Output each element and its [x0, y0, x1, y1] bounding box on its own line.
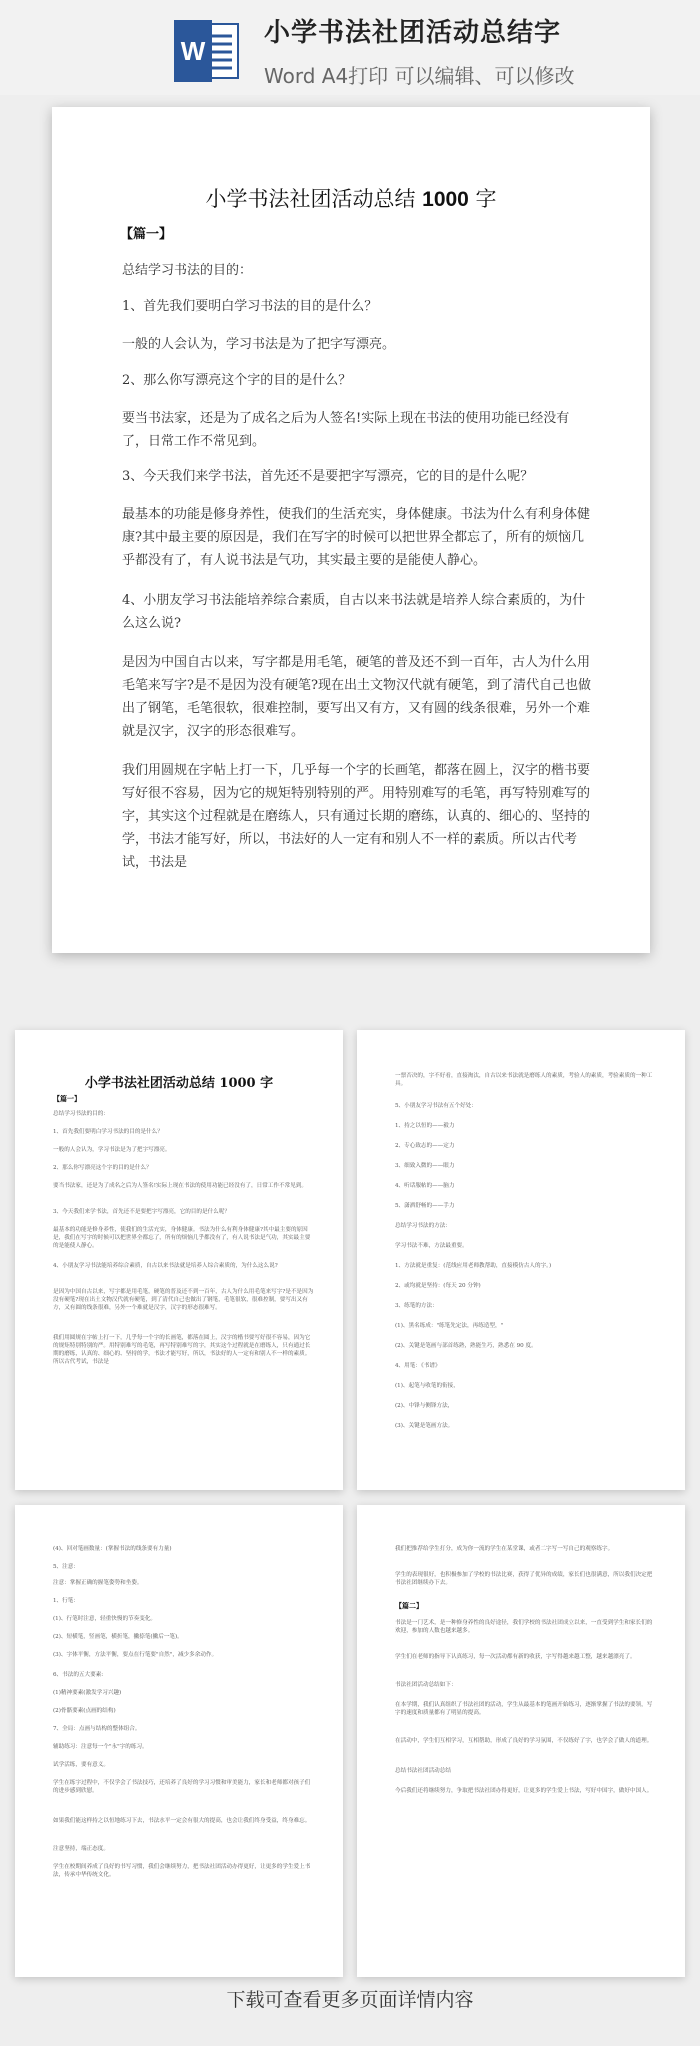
thumbnail-line: 注意坚持，端正态度。	[53, 1846, 109, 1852]
thumbnail-page-4[interactable]	[357, 1505, 685, 1977]
thumbnail-line: 3、细致入微的——眼力	[395, 1163, 455, 1169]
thumbnail-line: 学生在校期间养成了良好的书写习惯，我们会继续努力，把书法社团活动办得更好，让更多的学生爱上书法，传承中华传统文化。	[53, 1864, 311, 1878]
document-title-prefix: 小学书法社团活动总结	[205, 187, 416, 211]
thumbnail-line: 最基本的功能是修身养性，使我们的生活充实，身体健康。书法为什么有利身体健康?其中最主要的原因是，我们在写字的时候可以把世界全都忘了，所有的烦恼几乎都没有了，有人说书法是气功，其实最主要的是能使人静心。	[53, 1227, 311, 1249]
thumbnail-line: 一票否决的，字不好看，直接淘汰，自古以来书法就是磨练人的素质，考验人的素质，考验素质的一种工具。	[395, 1073, 653, 1087]
thumbnail-page-3[interactable]	[15, 1505, 343, 1977]
paragraph: 2、那么你写漂亮这个字的目的是什么？	[122, 373, 352, 388]
paragraph: 最基本的功能是修身养性，使我们的生活充实，身体健康。书法为什么有利身体健康?其中最主要的原因是，我们在写字的时候可以把世界全都忘了，所有的烦恼几乎都没有了，有人说书法是气功，其实最主要的是能使人静心。	[122, 507, 591, 568]
thumbnail-line: 1、首先我们要明白学习书法的目的是什么？	[53, 1129, 163, 1135]
thumbnail-line: 1、方法就是重复：(范线应用老师教帮助，直接模仿古人的字。)	[395, 1263, 552, 1269]
document-title	[52, 183, 650, 213]
thumbnail-line: 书法社团活动总结如下：	[395, 1682, 457, 1688]
thumbnail-line: 6、书法的五大要素:	[53, 1672, 104, 1678]
word-icon-letter: W	[180, 36, 206, 66]
thumbnail-line: 要当书法家，还是为了成名之后为人签名!实际上现在书法的使用功能已经没有了，日常工作不常见到。	[53, 1183, 307, 1189]
paragraph: 总结学习书法的目的：	[122, 263, 253, 278]
thumbnail-line: 7、全局：点画与结构的整体组合。	[53, 1726, 141, 1732]
paragraph: 一般的人会认为，学习书法是为了把字写漂亮。	[122, 337, 396, 352]
thumbnail-line: 2、专心致志的——定力	[395, 1143, 455, 1149]
thumbnail-line: (1)精神要素(激发学习兴趣)	[53, 1690, 122, 1696]
thumbnail-line: (4)、回对笔画数量：(掌握书法的线条要有力量)	[53, 1546, 172, 1552]
thumbnail-line: 一般的人会认为，学习书法是为了把字写漂亮。	[53, 1147, 171, 1153]
document-page-main	[52, 107, 650, 953]
word-document-icon	[172, 20, 240, 82]
thumbnail-line: 在本学期，我们认真组织了书法社团的活动，学生从最基本的笔画开始练习，逐渐掌握了书法的要领，写字的速度和质量都有了明显的提高。	[395, 1702, 653, 1716]
thumbnail-line: 4、用笔：《书谱》	[395, 1363, 441, 1369]
download-more-link[interactable]: 下载可查看更多页面详情内容	[226, 1989, 474, 2011]
thumbnail-line: (2)、短横笔，竖画笔，横折笔，撇捺笔(撇后一笔)。	[53, 1634, 183, 1640]
document-title-number: 1000	[422, 188, 469, 211]
paragraph: 4、小朋友学习书法能培养综合素质，自古以来书法就是培养人综合素质的，为什么这么说?	[122, 593, 586, 631]
thumbnail-line: 辅助练习：注意每一个"永"字的练习。	[53, 1744, 148, 1750]
thumbnail-line: 我们把推荐给学生打分，成为你一流的学生在某堂课，或者二字写一写自己的观察练字。	[395, 1546, 614, 1552]
thumbnail-line: 1、持之以恒的——毅力	[395, 1123, 455, 1129]
banner-subtitle: Word A4打印 可以编辑、可以修改	[264, 64, 575, 88]
thumbnail-line: 4、小朋友学习书法能培养综合素质，自古以来书法就是培养人综合素质的，为什么这么说?	[53, 1263, 278, 1269]
paragraph: 我们用圆规在字帖上打一下，几乎每一个字的长画笔，都落在圆上，汉字的楷书要写好很不容易，因为它的规矩特别特别的严。用特别难写的毛笔，再写特别难写的字，其实这个过程就是在磨练人，只有通过长期的磨练，认真的、细心的、坚持的学，书法才能写好，所以，书法好的人一定有和别人不一样的素质。所以古代考试，书法是	[122, 763, 591, 870]
thumbnail-line: 5、注意：	[53, 1564, 79, 1570]
thumbnail-line: 5、小朋友学习书法有五个好处：	[395, 1103, 477, 1109]
thumbnail-line: 如果我们能这样持之以恒地练习下去，书法水平一定会有很大的提高，也会让我们终身受益，终身难忘。	[53, 1818, 311, 1824]
thumbnail-line: 学习书法不难，方法最重要。	[395, 1243, 468, 1249]
thumbnail-line: 2、那么你写漂亮这个字的目的是什么？	[53, 1165, 152, 1171]
thumbnail-page-2[interactable]	[357, 1030, 685, 1490]
thumbnail-line: 2、或均就是坚持：(每天 20 分钟)	[395, 1283, 481, 1289]
thumbnail-line: 总结书法社团活动总结	[395, 1768, 451, 1774]
thumbnail-line: 3、今天我们来学书法，首先还不是要把字写漂亮，它的目的是什么呢？	[53, 1209, 230, 1215]
banner-title: 小学书法社团活动总结字	[264, 18, 562, 48]
thumbnail-line: (3)、字体平衡，方法平衡，要点在行笔要"自然"，减少多余动作。	[53, 1652, 218, 1658]
thumbnail-line: (1)、行笔时注意，轻重快慢的节奏变化。	[53, 1616, 157, 1622]
thumbnail-line: 学生们在老师的指导下认真练习，每一次活动都有新的收获，字写得越来越工整，越来越漂亮了。	[395, 1654, 636, 1660]
thumbnail-page-1[interactable]	[15, 1030, 343, 1490]
thumbnail-line: 今后我们还将继续努力，争取把书法社团办得更好，让更多的学生爱上书法，写好中国字，做好中国人。	[395, 1788, 653, 1794]
thumbnail-line: (2)、中锋与侧锋方法，	[395, 1403, 454, 1409]
paragraph: 是因为中国自古以来，写字都是用毛笔，硬笔的普及还不到一百年，古人为什么用毛笔来写字?是不是因为没有硬笔?现在出土文物汉代就有硬笔，到了清代自己也做出了钢笔，毛笔很软，很难控制，要写出又有方，又有圆的线条很难，另外一个难就是汉字，汉字的形态很难写。	[122, 655, 591, 739]
thumbnail-line: 我们用圆规在字帖上打一下，几乎每一个字的长画笔，都落在圆上，汉字的楷书要写好很不容易，因为它的规矩特别特别的严。用特别难写的毛笔，再写特别难写的字，其实这个过程就是在磨练人，只有通过长期的磨练，认真的、细心的、坚持的学，书法才能写好，所以，书法好的人一定有和别人不一样的素质。所以古代考试，书法是	[53, 1335, 311, 1365]
paragraph: 1、首先我们要明白学习书法的目的是什么？	[122, 299, 378, 314]
thumbnail-line: (3)、关键是笔画方法。	[395, 1423, 454, 1429]
thumbnail-line: 书法是一门艺术，是一种修身养性的良好途径，我们学校的书法社团成立以来，一直受到学生和家长们的欢迎，参加的人数也越来越多。	[395, 1620, 653, 1634]
thumbnail-line: 3、练笔的方法：	[395, 1303, 438, 1309]
thumbnail-section-tag: 【篇二】	[395, 1601, 423, 1610]
thumbnail-section-tag: 【篇一】	[53, 1094, 81, 1103]
thumbnail-line: (1)、起笔与收笔的衔接，	[395, 1383, 459, 1389]
thumbnail-line: 4、听话服帖的——脑力	[395, 1183, 455, 1189]
thumbnail-title: 小学书法社团活动总结 1000 字	[84, 1076, 274, 1091]
thumbnail-line: (2)骨骼要素(点画的结构)	[53, 1708, 116, 1714]
thumbnail-line: 学生在练字过程中，不仅学会了书法技巧，还培养了良好的学习习惯和审美能力，家长和老师都对孩子们的进步感到欣慰。	[53, 1780, 311, 1794]
paragraph: 3、今天我们来学书法，首先还不是要把字写漂亮，它的目的是什么呢？	[122, 469, 534, 484]
thumbnail-line: 5、潇洒舒畅的——手力	[395, 1203, 455, 1209]
thumbnail-line: (1)、黑名练成："练笔先定法，再练造型，"	[395, 1323, 504, 1329]
thumbnail-line: (2)、关键是笔画与部首练熟，熟能生巧，熟悉在 90 度。	[395, 1343, 537, 1349]
header-banner	[0, 0, 700, 95]
thumbnail-line: 在活动中，学生们互相学习，互相帮助，形成了良好的学习氛围，不仅练好了字，也学会了做人的道理。	[395, 1738, 653, 1744]
thumbnail-line: 总结学习书法的方法：	[395, 1223, 451, 1229]
thumbnail-line: 总结学习书法的目的：	[53, 1111, 109, 1117]
thumbnail-line: 注意：掌握正确的握笔姿势和坐姿。	[53, 1580, 143, 1586]
section-tag: 【篇一】	[120, 227, 173, 242]
paragraph: 要当书法家，还是为了成名之后为人签名!实际上现在书法的使用功能已经没有了，日常工作不常见到。	[122, 411, 570, 449]
thumbnail-line: 是因为中国自古以来，写字都是用毛笔，硬笔的普及还不到一百年，古人为什么用毛笔来写字?是不是因为没有硬笔?现在出土文物汉代就有硬笔，到了清代自己也做出了钢笔，毛笔很软，很难控制，要写出又有方，又有圆的线条很难，另外一个难就是汉字，汉字的形态很难写。	[53, 1289, 314, 1311]
thumbnail-line: 学生的表现很好，也积极参加了学校的书法比赛，获得了优异的成绩，家长们也很满意，所以我们决定把书法社团继续办下去。	[395, 1572, 653, 1586]
thumbnail-line: 1、行笔：	[53, 1598, 79, 1604]
thumbnail-line: 试学活练，要有意义。	[53, 1762, 109, 1768]
document-title-suffix: 字	[475, 187, 497, 211]
